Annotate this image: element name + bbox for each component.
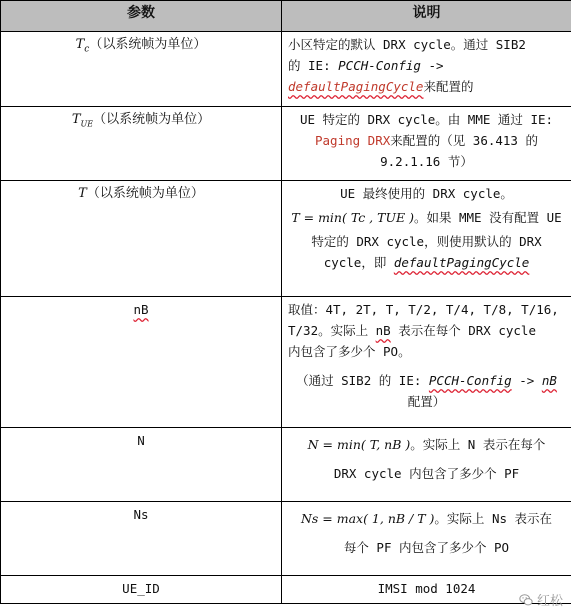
param-symbol: T (71, 112, 81, 127)
watermark (519, 590, 563, 609)
desc-line: IMSI mod 1024 (377, 581, 476, 596)
param-cell (1, 107, 282, 181)
header-param: 参数 (1, 1, 282, 32)
param-name: nB (133, 302, 149, 317)
table-row (1, 576, 571, 604)
param-unit: （以系统帧为单位） (93, 112, 211, 127)
desc-cell (282, 107, 571, 181)
ie-field: Paging DRX (315, 133, 391, 148)
desc-cell (282, 181, 571, 297)
ie-name: PCCH-Config (428, 373, 512, 388)
desc-line: defaultPagingCycle来配置的 (288, 79, 474, 94)
param-cell (1, 576, 282, 604)
param-subscript: UE (80, 119, 94, 129)
param-cell (1, 181, 282, 297)
desc-cell (282, 32, 571, 107)
param-unit: （以系统帧为单位） (86, 186, 204, 201)
desc-line: 取值：4T, 2T, T, T/2, T/4, T/8, T/16, (288, 302, 559, 317)
desc-line: 9.2.1.16 节） (380, 154, 473, 169)
param-cell (1, 428, 282, 502)
formula: T = min( Tc , TUE ) (291, 210, 414, 225)
table-row (1, 107, 571, 181)
desc-line: 小区特定的默认 DRX cycle。通过 SIB2 (288, 37, 526, 52)
desc-line: 的 IE: PCCH-Config -> (288, 58, 444, 73)
param-symbol: T (75, 37, 85, 52)
desc-line: Paging DRX来配置的（见 36.413 的 (315, 133, 538, 148)
param-name: N (137, 433, 145, 448)
table-row (1, 32, 571, 107)
table-row (1, 297, 571, 428)
desc-line: Ns = max( 1, nB / T )。实际上 Ns 表示在 (300, 511, 553, 526)
param-subscript: c (84, 44, 90, 55)
formula: Ns = max( 1, nB / T ) (300, 511, 435, 526)
param-symbol: T (78, 186, 87, 201)
param-cell (1, 297, 282, 428)
param-name: Ns (133, 507, 149, 522)
param-name: UE_ID (122, 581, 160, 596)
desc-line: DRX cycle 内包含了多少个 PF (333, 466, 520, 481)
desc-cell (282, 502, 571, 576)
table-row (1, 502, 571, 576)
ie-field: defaultPagingCycle (393, 255, 530, 270)
watermark-text: 红松 (536, 594, 563, 609)
formula: N = min( T, nB ) (307, 437, 411, 452)
desc-line: UE 最终使用的 DRX cycle。 (340, 186, 513, 201)
desc-cell (282, 428, 571, 502)
desc-line: UE 特定的 DRX cycle。由 MME 通过 IE: (299, 112, 554, 127)
param-cell (1, 32, 282, 107)
ie-name: PCCH-Config (338, 58, 421, 73)
desc-line: （通过 SIB2 的 IE: PCCH-Config -> nB (296, 373, 557, 388)
header-desc: 说明 (282, 1, 571, 32)
desc-line: cycle，即 defaultPagingCycle (323, 255, 530, 270)
desc-line: 内包含了多少个 PO。 (288, 344, 411, 359)
desc-cell (282, 297, 571, 428)
ie-field: defaultPagingCycle (288, 79, 424, 94)
desc-line: 特定的 DRX cycle，则使用默认的 DRX (311, 234, 542, 249)
param-unit: （以系统帧为单位） (89, 37, 207, 52)
param-cell (1, 502, 282, 576)
desc-line: 配置） (407, 394, 446, 409)
desc-line: 每个 PF 内包含了多少个 PO (343, 540, 510, 555)
table-header-row (1, 1, 571, 32)
wechat-icon (519, 593, 533, 607)
desc-line: T/32。实际上 nB 表示在每个 DRX cycle (288, 323, 536, 338)
table-row (1, 181, 571, 297)
desc-line: N = min( T, nB )。实际上 N 表示在每个 (307, 437, 546, 452)
table-row (1, 428, 571, 502)
desc-line: T = min( Tc , TUE )。如果 MME 没有配置 UE (291, 210, 562, 225)
